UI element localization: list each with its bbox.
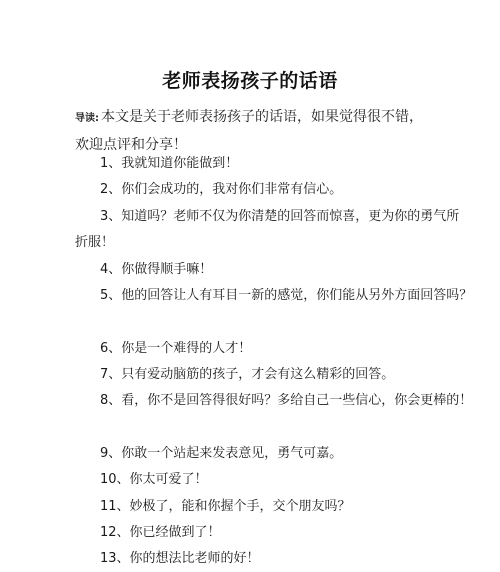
list-item — [100, 177, 470, 203]
item-text: 你已经做到了！ — [129, 525, 221, 540]
intro-text: 本文是关于老师表扬孩子的话语，如果觉得很不错， — [101, 109, 423, 125]
item-text: 我就知道你能做到！ — [121, 156, 239, 171]
list-item — [100, 467, 470, 493]
list-item — [100, 362, 470, 388]
item-number: 8、 — [100, 393, 122, 408]
list-item — [100, 388, 473, 414]
list-item — [100, 283, 473, 309]
item-number: 9、 — [100, 446, 122, 461]
item-text: 你们会成功的，我对你们非常有信心。 — [121, 182, 343, 197]
item-number: 6、 — [100, 341, 122, 356]
item-number: 2、 — [100, 182, 122, 197]
item-number: 3、 — [100, 209, 122, 224]
item-text: 你敢一个站起来发表意见，勇气可嘉。 — [121, 446, 343, 461]
list-item — [100, 257, 470, 283]
item-text: 他的回答让人有耳目一新的感觉，你们能从另外方面回答吗？ — [121, 288, 473, 303]
list-item — [100, 441, 470, 467]
item-text: 你的想法比老师的好！ — [129, 551, 260, 566]
item-text: 你做得顺手嘛！ — [121, 262, 213, 277]
item-text-continued: 折服！ — [75, 235, 115, 250]
item-number: 10、 — [100, 472, 130, 487]
list-item — [100, 546, 470, 572]
item-number: 1、 — [100, 156, 122, 171]
list-item — [100, 336, 470, 362]
item-text: 妙极了，能和你握个手，交个朋友吗？ — [129, 499, 351, 514]
item-text: 知道吗？老师不仅为你清楚的回答而惊喜，更为你的勇气所 — [121, 209, 460, 224]
list-item — [100, 494, 470, 520]
list-item — [100, 151, 470, 177]
item-number: 7、 — [100, 367, 122, 382]
page-title: 老师表扬孩子的话语 — [162, 70, 338, 92]
item-text: 看，你不是回答得很好吗？多给自己一些信心，你会更棒的！ — [121, 393, 473, 408]
intro-text-continued: 欢迎点评和分享！ — [75, 137, 187, 153]
item-text: 只有爱动脑筋的孩子，才会有这么精彩的回答。 — [121, 367, 395, 382]
item-number: 5、 — [100, 288, 122, 303]
item-text: 你太可爱了！ — [129, 472, 208, 487]
intro-label: 导读: — [75, 113, 99, 124]
item-text: 你是一个难得的人才！ — [121, 341, 252, 356]
list-item-continuation — [75, 230, 445, 256]
item-number: 12、 — [100, 525, 130, 540]
item-number: 11、 — [100, 499, 130, 514]
item-number: 4、 — [100, 262, 122, 277]
list-item — [100, 204, 470, 230]
item-number: 13、 — [100, 551, 130, 566]
list-item — [100, 520, 470, 546]
